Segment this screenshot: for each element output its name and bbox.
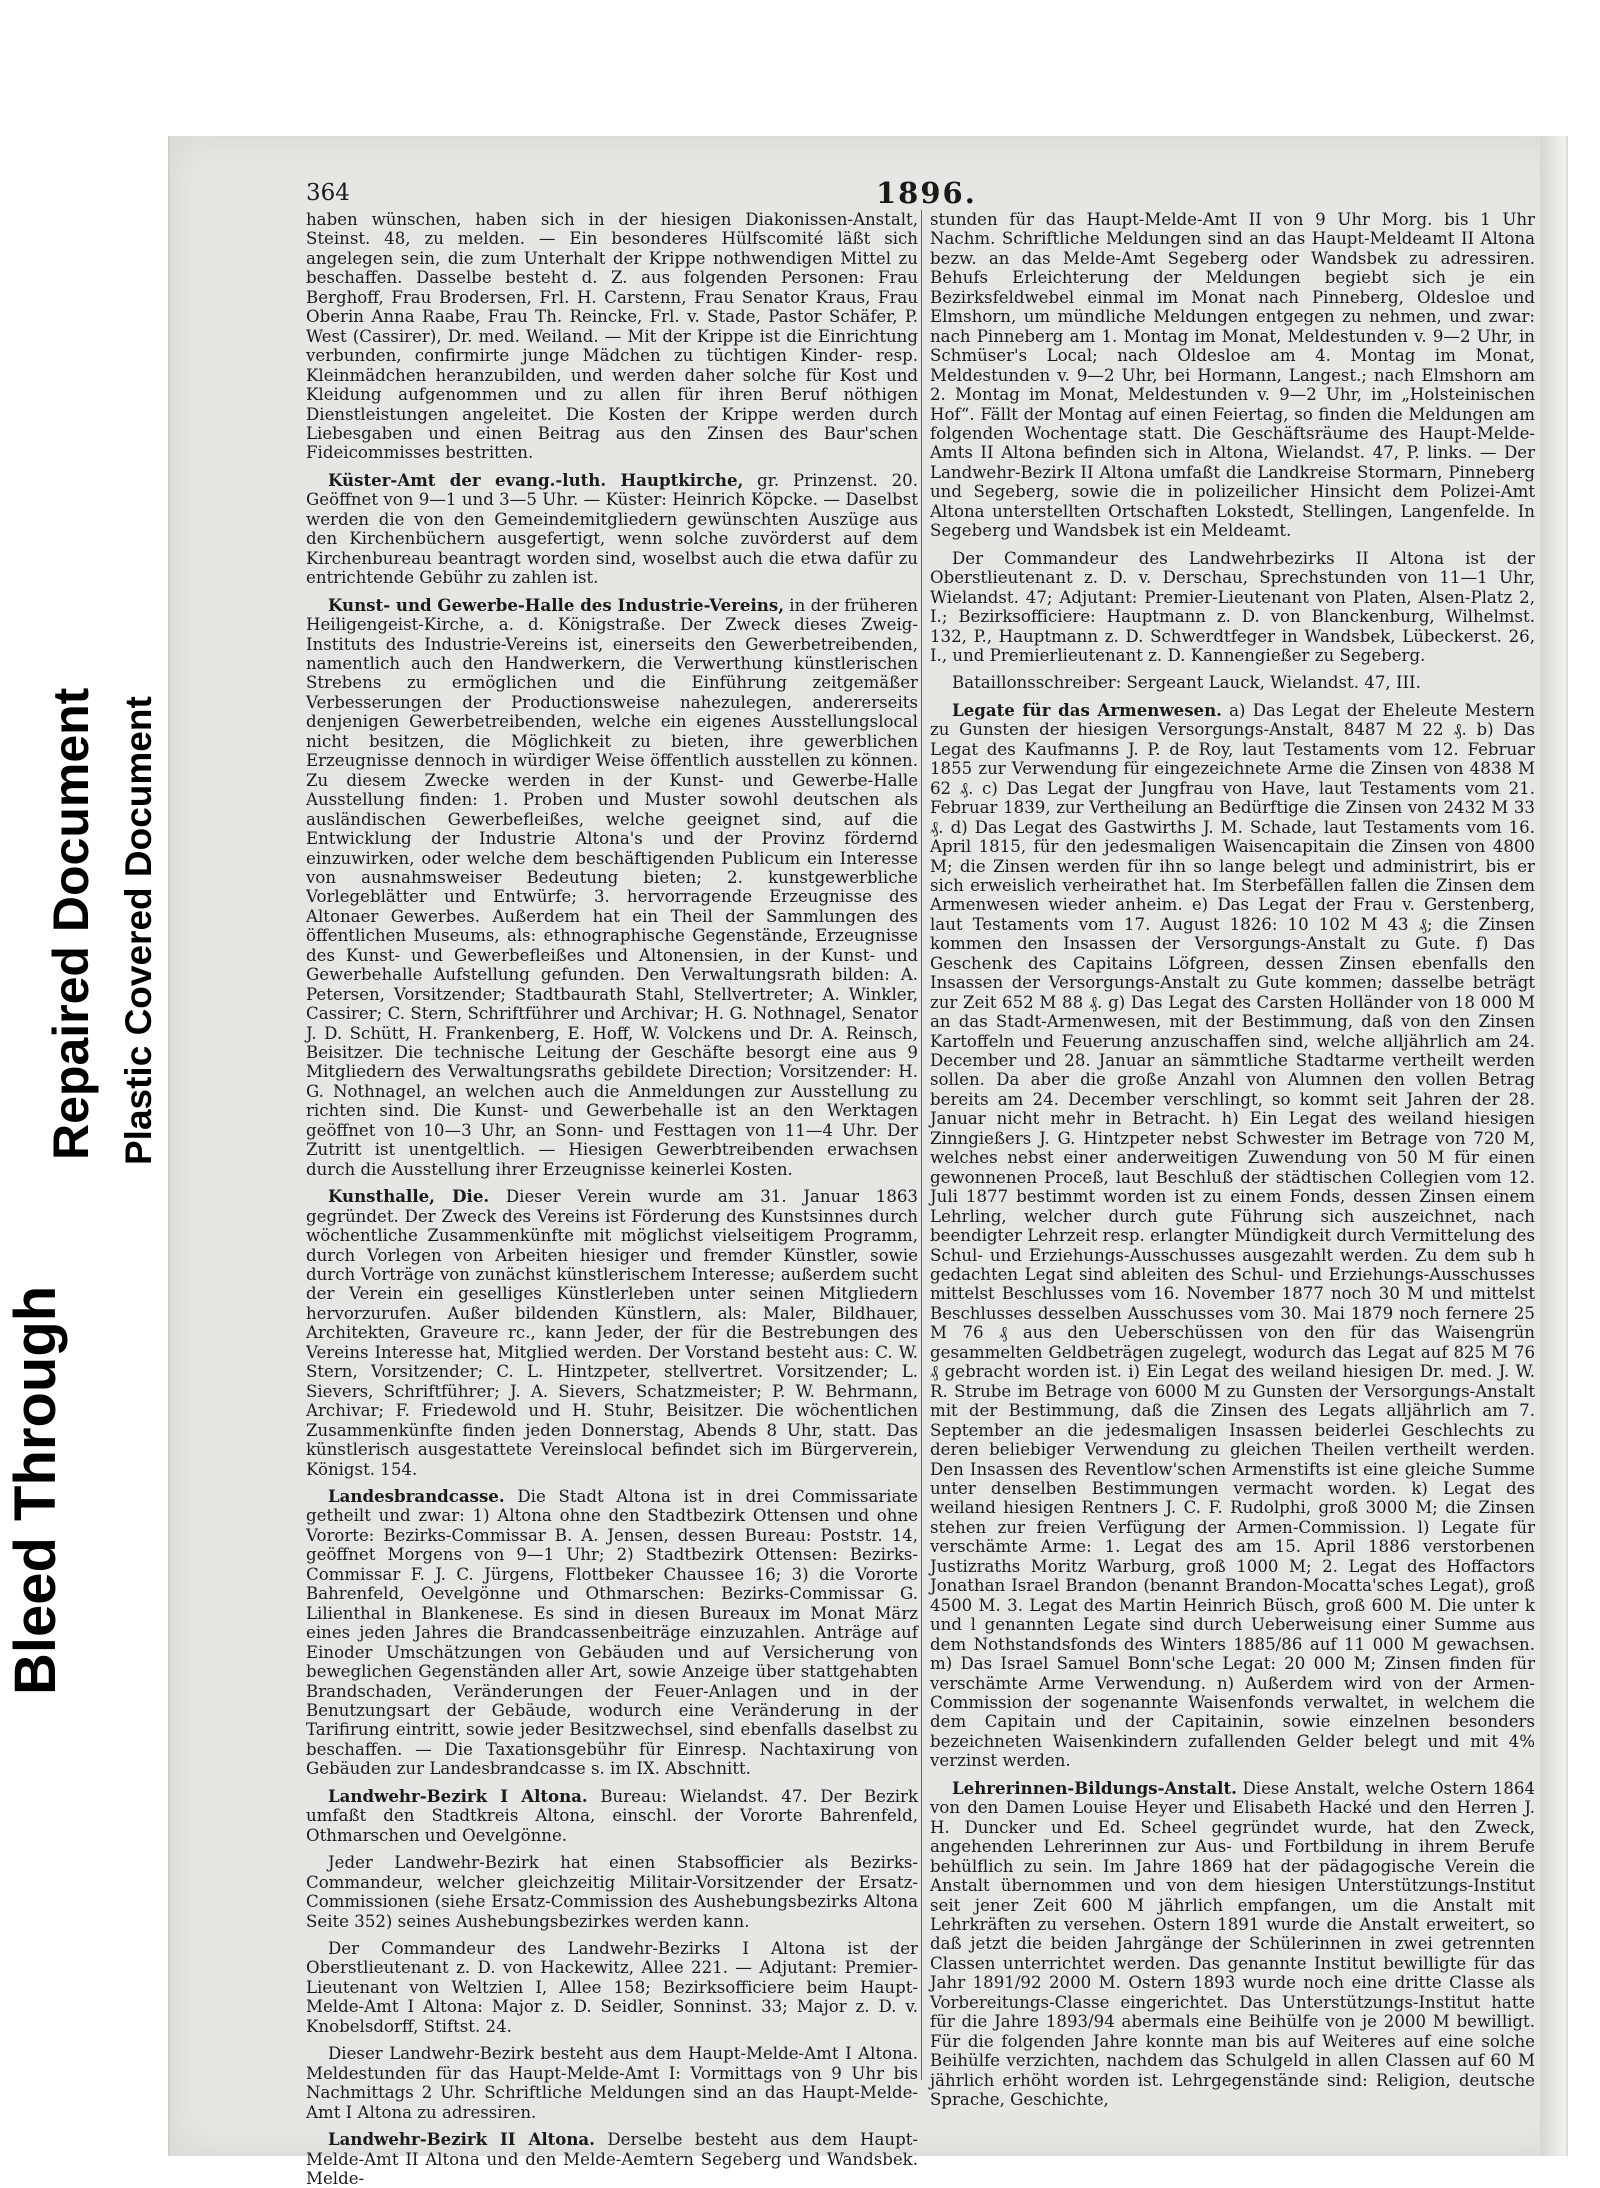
- left-column: [306, 210, 919, 2188]
- paragraph-landwehr-1-officers: Der Commandeur des Landwehr-Bezirks I Altona ist der Oberstlieutenant z. D. von Hackewitz, Allee 221. — Adjutant: Premier-Lieutenant von Weltzien I, Allee 158; Bezirksofficiere beim Haupt-Melde-Amt I Altona: Major z. D. Seidler, Sonninst. 33; Major z. D. v. Knobelsdorff, Stiftst. 24.: [306, 1938, 918, 2036]
- entry-landwehr-bezirk-2: Landwehr-Bezirk II Altona. Derselbe besteht aus dem Haupt-Melde-Amt II Altona und den Melde-Aemtern Segeberg und Wandsbek. Melde-: [306, 2129, 918, 2188]
- label-plastic-covered: Plastic Covered Document: [118, 696, 159, 1165]
- page-number: 364: [306, 180, 350, 206]
- page-header: [306, 176, 1526, 212]
- plastic-cover-edge: [1540, 136, 1566, 2156]
- entry-lehrerinnen-bildungs-anstalt: Lehrerinnen-Bildungs-Anstalt. Diese Anstalt, welche Ostern 1864 von den Damen Louise Heyer und Elisabeth Hacké und den Herren J. H. Duncker und Ed. Scheel gegründet wurde, hat den Zweck, angehenden Lehrerinnen zur Aus- und Fortbildung in ihrem Berufe behülflich zu sein. Im Jahre 1869 hat der pädagogische Verein die Anstalt übernommen und von dem hiesigen Unterstützungs-Institut seit jener Zeit 600 M jährlich empfangen, um die Anstalt mit Lehrkräften zu versehen. Ostern 1891 wurde die Anstalt erweitert, so daß jetzt die beiden Jahrgänge der Schülerinnen in zwei getrennten Classen unterrichtet werden. Das genannte Institut bewilligte für das Jahr 1891/92 2000 M. Ostern 1893 wurde noch eine dritte Classe als Vorbereitungs-Classe eingerichtet. Das Unterstützungs-Institut hatte für die Jahre 1893/94 abermals eine Beihülfe von je 2000 M bewilligt. Für die folgenden Jahre konnte man bis auf Weiteres auf eine solche Beihülfe verzichten, nachdem das Schulgeld in allen Classen auf 60 M jährlich erhöht worden ist. Lehrgegenstände sind: Religion, deutsche Sprache, Geschichte,: [930, 1777, 1535, 2110]
- page-year: 1896.: [876, 176, 977, 210]
- column-divider: [921, 210, 922, 2080]
- paragraph-landwehr-1-meldeamt: Dieser Landwehr-Bezirk besteht aus dem Haupt-Melde-Amt I Altona. Meldestunden für das Haupt-Melde-Amt I: Vormittags von 9 Uhr bis Nachmittags 2 Uhr. Schriftliche Meldungen sind an das Haupt-Melde-Amt I Altona zu adressiren.: [306, 2044, 918, 2122]
- entry-landwehr-bezirk-1: Landwehr-Bezirk I Altona. Bureau: Wielandst. 47. Der Bezirk umfaßt den Stadtkreis Altona, einschl. der Vororte Bahrenfeld, Othmarschen und Oevelgönne.: [306, 1785, 919, 1845]
- entry-legate-armenwesen: Legate für das Armenwesen. a) Das Legat der Eheleute Mestern zu Gunsten der hiesigen Versorgungs-Anstalt, 8487 M 22 ₰. b) Das Legat des Kaufmanns J. P. de Roy, laut Testaments vom 12. Februar 1855 zur Verwendung für eingezeichnete Arme die Zinsen von 4838 M 62 ₰. c) Das Legat der Jungfrau von Have, laut Testaments vom 21. Februar 1839, zur Vertheilung an Bedürftige die Zinsen von 2432 M 33 ₰. d) Das Legat des Gastwirths J. M. Schade, laut Testaments vom 16. April 1815, für den jedesmaligen Waisencapitain die Zinsen von 4800 M; die Zinsen werden für ihn so lange belegt und administrirt, bis er sich erweislich verheirathet hat. Im Sterbefällen fallen die Zinsen dem Armenwesen wieder anheim. e) Das Legat der Frau v. Gerstenberg, laut Testaments vom 17. August 1826: 10 102 M 43 ₰; die Zinsen kommen den Insassen der Versorgungs-Anstalt zu Gute. f) Das Geschenk des Capitains Löfgreen, dessen Zinsen ebenfalls den Insassen der Versorgungs-Anstalt zu Gute kommen; dasselbe beträgt zur Zeit 652 M 88 ₰. g) Das Legat des Carsten Holländer von 18 000 M an das Stadt-Armenwesen, mit der Bestimmung, daß von den Zinsen Kartoffeln und Feuerung anzuschaffen sind, welche alljährlich am 24. December und 28. Januar an sämmtliche Stadtarme vertheilt werden sollen. Da aber die große Anzahl von Alumnen den vollen Betrag bereits am 24. December verschlingt, so kommt seit Jahren der 28. Januar nicht mehr in Betracht. h) Ein Legat des weiland hiesigen Zinngießers J. G. Hintzpeter nebst Schwester im Betrage von 720 M, welches nebst einer anderweitigen Zuwendung von 50 M für einen gewonnenen Proceß, laut Beschluß der städtischen Collegien vom 12. Juli 1877 bestimmt worden ist zu einem Fonds, dessen Zinsen einem Lehrling, welcher durch gute Führung sich auszeichnet, nach beendigter Lehrzeit resp. erlangter Mündigkeit durch Vermittelung des Schul- und Erziehungs-Ausschusses ausgezahlt werden. Zu dem sub h gedachten Legat sind ableiten des Schul- und Erziehungs-Ausschusses mittelst Beschlusses vom 16. November 1877 noch 30 M und mittelst Beschlusses desselben Ausschusses vom 30. Mai 1879 noch fernere 25 M 76 ₰ aus den Ueberschüssen von den für das Waisengrün gesammelten Geldbeträgen zugelegt, wodurch das Legat auf 825 M 76 ₰ gebracht worden ist. i) Ein Legat des weiland hiesigen Dr. med. J. W. R. Strube im Betrage von 6000 M zu Gunsten der Versorgungs-Anstalt mit der Bestimmung, daß die Zinsen des Legats alljährlich am 7. September an die jedesmaligen Insassen beiderlei Geschlechts zu deren beliebiger Verwendung zu gleichen Theilen vertheilt werden. Den Insassen des Reventlow'schen Armenstifts ist eine gleiche Summe unter denselben Bestimmungen vermacht worden. k) Legat des weiland hiesigen Rentners J. C. F. Rudolphi, groß 3000 M; die Zinsen stehen zur freien Verfügung der Armen-Commission. l) Legate für verschämte Arme: 1. Legat des am 15. April 1886 verstorbenen Justizraths Moritz Warburg, groß 1000 M; 2. Legat des Hoffactors Jonathan Israel Brandon (benannt Brandon-Mocatta'sches Legat), groß 4500 M. 3. Legat des Martin Heinrich Büsch, groß 600 M. Die unter k und l genannten Legate sind durch Ueberweisung einer Summe aus dem Nothstandsfonds des Winters 1885/86 auf 11 000 M gewachsen. m) Das Israel Samuel Bonn'sche Legat: 20 000 M; Zinsen finden für verschämte Arme Verwendung. n) Außerdem wird von der Armen-Commission der sogenannte Waisenfonds verwaltet, in welchem die dem Capitain und der Capitainin, sowie einzelnen besonders bezeichneten Waisenkindern zufallenden Gelder belegt und mit 4% verzinst werden.: [930, 699, 1535, 1771]
- label-repaired-document: Repaired Document: [43, 687, 99, 1160]
- paragraph-landwehr-2-commandeur: Der Commandeur des Landwehrbezirks II Altona ist der Oberstlieutenant z. D. v. Derschau, Sprechstunden von 11—1 Uhr, Wielandst. 47; Adjutant: Premier-Lieutenant von Platen, Alsen-Platz 2, I.; Bezirksofficiere: Hauptmann z. D. von Blanckenburg, Wilhelmst. 132, P., Hauptmann z. D. Schwerdtfeger in Wandsbek, Lübeckerst. 26, I., und Premierlieutenant z. D. Kannengießer zu Segeberg.: [930, 548, 1535, 665]
- entry-kunst-gewerbe-halle: Kunst- und Gewerbe-Halle des Industrie-Vereins, in der früheren Heiligengeist-Kirche, a. d. Königstraße. Der Zweck dieses Zweig-Instituts des Industrie-Vereins ist, einerseits den Gewerbetreibenden, namentlich auch den Handwerkern, die Verwerthung künstlerischen Strebens zu ermöglichen und die Einführung zeitgemäßer Verbesserungen der Productionsweise nahezulegen, andererseits denjenigen Gewerbetreibenden, welche ein eigenes Ausstellungslocal nicht besitzen, die Möglichkeit zu bieten, ihre gewerblichen Erzeugnisse dennoch in würdiger Weise öffentlich ausstellen zu können. Zu diesem Zwecke werden in der Kunst- und Gewerbe-Halle Ausstellung finden: 1. Proben und Muster sowohl deutschen als ausländischen Gewerbefleißes, welche geeignet sind, auf die Entwicklung der Industrie Altona's und der Provinz fördernd einzuwirken, oder welche dem beschäftigenden Publicum ein Interesse von ausnahmsweiser Bedeutung bieten; 2. kunstgewerbliche Vorlegeblätter und Entwürfe; 3. hervorragende Erzeugnisse des Altonaer Gewerbes. Außerdem hat ein Theil der Sammlungen des öffentlichen Museums, als: ethnographische Gegenstände, Erzeugnisse des Kunst- und Gewerbefleißes und Altonensien, in der Kunst- und Gewerbehalle Aufstellung gefunden. Den Verwaltungsrath bilden: A. Petersen, Vorsitzender; Stadtbaurath Stahl, Stellvertreter; A. Winkler, Cassirer; C. Stern, Schriftführer und Archivar; H. G. Nothnagel, Senator J. D. Schütt, H. Frankenberg, E. Hoff, W. Volckens und Dr. A. Reinsch, Beisitzer. Die technische Leitung der Geschäfte besorgt eine aus 9 Mitgliedern des Verwaltungsraths gebildete Direction; Vorsitzender: H. G. Nothnagel, an welchen auch die Anmeldungen zur Ausstellung zu richten sind. Die Kunst- und Gewerbehalle ist an den Werktagen geöffnet von 10—3 Uhr, an Sonn- und Festtagen von 11—4 Uhr. Der Zutritt ist unentgeltlich. — Hiesigen Gewerbtreibenden erwachsen durch die Ausstellung ihrer Erzeugnisse keinerlei Kosten.: [306, 594, 918, 1179]
- entry-kunsthalle: Kunsthalle, Die. Dieser Verein wurde am 31. Januar 1863 gegründet. Der Zweck des Vereins ist Förderung des Kunstsinnes durch wöchentliche Zusammenkünfte mit möglichst vielseitigem Programm, durch Vorlegen von Arbeiten hiesiger und fremder Künstler, sowie durch Vorträge von zunächst künstlerischem Interesse; außerdem sucht der Verein ein geselliges Künstlerleben unter seinen Mitgliedern hervorzurufen. Außer bildenden Künstlern, als: Maler, Bildhauer, Architekten, Graveure rc., kann Jeder, der für die Bestrebungen des Vereins Interesse hat, Mitglied werden. Der Vorstand besteht aus: C. W. Stern, Vorsitzender; C. L. Hintzpeter, stellvertret. Vorsitzender; L. Sievers, Schriftführer; J. A. Sievers, Schatzmeister; P. W. Behrmann, Archivar; F. Friedewold und H. Stuhr, Beisitzer. Die wöchentlichen Zusammenkünfte finden jeden Donnerstag, Abends 8 Uhr, statt. Das künstlerisch ausgestattete Vereinslocal befindet sich im Bürgerverein, Königst. 154.: [306, 1186, 918, 1479]
- entry-kuester-amt: Küster-Amt der evang.-luth. Hauptkirche, gr. Prinzenst. 20. Geöffnet von 9—1 und 3—5 Uhr. — Küster: Heinrich Köpcke. — Daselbst werden die von den Gemeindemitgliedern gewünschten Auszüge aus den Kirchenbüchern ausgefertigt, wenn solche zuvörderst auf dem Kirchenbureau beantragt worden sind, woselbst auch die etwa dafür zu entrichtende Gebühr zu zahlen ist.: [306, 469, 918, 588]
- paragraph-landwehr-commandeur: Jeder Landwehr-Bezirk hat einen Stabsofficier als Bezirks-Commandeur, welcher gleichzeitig Militair-Vorsitzender der Ersatz-Commissionen (siehe Ersatz-Commission des Aushebungsbezirks Altona Seite 352) seines Aushebungsbezirkes werden kann.: [306, 1853, 918, 1931]
- label-bleed-through: Bleed Through: [3, 1285, 68, 1695]
- paragraph-landwehr-2-meldestunden: stunden für das Haupt-Melde-Amt II von 9 Uhr Morg. bis 1 Uhr Nachm. Schriftliche Meldungen sind an das Haupt-Meldeamt II Altona bezw. an das Melde-Amt Segeberg oder Wandsbek zu adressiren. Behufs Erleichterung der Meldungen begiebt sich je ein Bezirksfeldwebel einmal im Monat nach Pinneberg, Oldesloe und Elmshorn, um mündliche Meldungen entgegen zu nehmen, und zwar: nach Pinneberg am 1. Montag im Monat, Meldestunden v. 9—2 Uhr, in Schmüser's Local; nach Oldesloe am 4. Montag im Monat, Meldestunden v. 9—2 Uhr, bei Hormann, Langest.; nach Elmshorn am 2. Montag im Monat, Meldestunden v. 9—2 Uhr, im „Holsteinischen Hof“. Fällt der Montag auf einen Feiertag, so finden die Meldungen am folgenden Wochentage statt. Die Geschäftsräume des Haupt-Melde-Amts II Altona befinden sich in Altona, Wielandst. 47, P. links. — Der Landwehr-Bezirk II Altona umfaßt die Landkreise Stormarn, Pinneberg und Segeberg, sowie die in polizeilicher Hinsicht dem Polizei-Amt Altona unterstellten Ortschaften Lokstedt, Stellingen, Langenfelde. In Segeberg und Wandsbek ist ein Meldeamt.: [930, 210, 1535, 541]
- entry-krippe-continued: haben wünschen, haben sich in der hiesigen Diakonissen-Anstalt, Steinst. 48, zu melden. — Ein besonderes Hülfscomité läßt sich angelegen sein, die zum Unterhalt der Krippe nothwendigen Mittel zu beschaffen. Dasselbe besteht d. Z. aus folgenden Personen: Frau Berghoff, Frau Brodersen, Frl. H. Carstenn, Frau Senator Kraus, Frau Oberin Anna Raabe, Frau Th. Reincke, Frl. v. Stade, Pastor Schäfer, P. West (Cassirer), Dr. med. Weiland. — Mit der Krippe ist die Einrichtung verbunden, confirmirte junge Mädchen zu tüchtigen Kinder- resp. Kleinmädchen heranzubilden, und werden daher solche für Kost und Kleidung aufgenommen und zu allen für ihren Beruf nöthigen Dienstleistungen angeleitet. Die Kosten der Krippe werden durch Liebesgaben und einen Beitrag aus den Zinsen des Baur'schen Fideicommisses bestritten.: [306, 210, 918, 463]
- paragraph-bataillonsschreiber: Bataillonsschreiber: Sergeant Lauck, Wielandst. 47, III.: [952, 673, 1421, 693]
- right-column: [930, 210, 1535, 2130]
- overlay-labels: [0, 0, 200, 2177]
- entry-landesbrandcasse: Landesbrandcasse. Die Stadt Altona ist in drei Commissariate getheilt und zwar: 1) Altona ohne den Stadtbezirk Ottensen und ohne Vororte: Bezirks-Commissar B. A. Jensen, dessen Bureau: Poststr. 14, geöffnet Morgens von 9—1 Uhr; 2) Stadtbezirk Ottensen: Bezirks-Commissar F. J. C. Jürgens, Flottbeker Chaussee 16; 3) die Vororte Bahrenfeld, Oevelgönne und Othmarschen: Bezirks-Commissar G. Lilienthal in Blankenese. Es sind in diesen Bureaux im Monat März eines jeden Jahres die Brandcassenbeiträge einzuzahlen. Anträge auf Einoder Umschätzungen von Gebäuden und auf Versicherung von beweglichen Gegenständen aller Art, sowie Anzeige über stattgehabten Brandschaden, Veränderungen der Feuer-Anlagen und in der Benutzungsart der Gebäude, wodurch eine Veränderung in der Tarifirung eintritt, sowie jeder Besitzwechsel, sind ebenfalls daselbst zu beschaffen. — Die Taxationsgebühr für Einresp. Nachtaxirung von Gebäuden zur Landesbrandcasse s. im IX. Abschnitt.: [306, 1486, 918, 1779]
